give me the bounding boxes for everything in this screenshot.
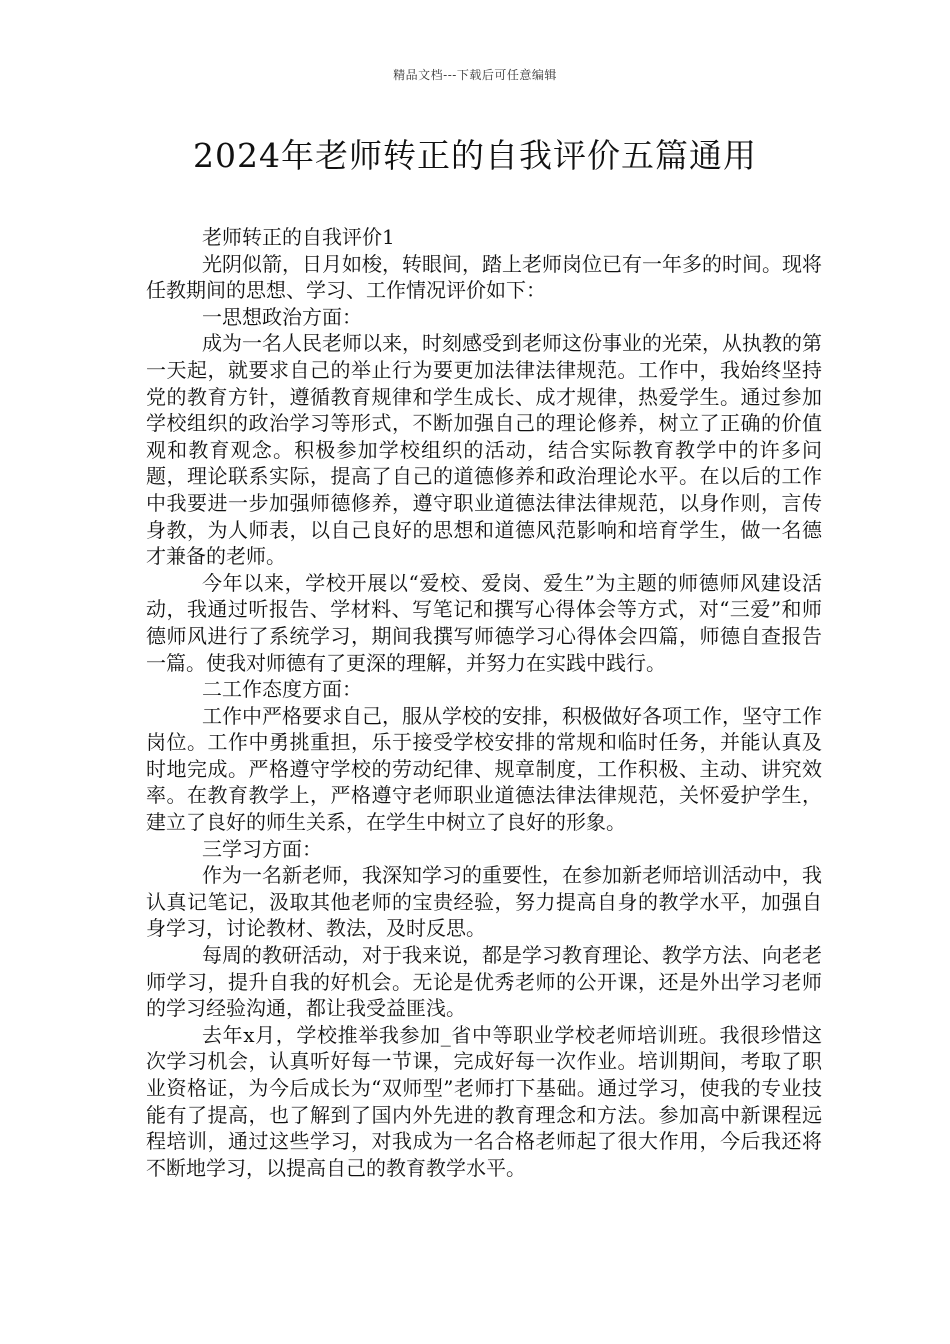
header-note: 精品文档---下载后可任意编辑 xyxy=(393,68,557,82)
section-heading-study: 三学习方面： xyxy=(202,836,322,861)
section-heading-attitude: 二工作态度方面： xyxy=(202,677,362,702)
paragraph: 去年x月，学校推举我参加_省中等职业学校老师培训班。我很珍惜这次学习机会，认真听好每一节课，完成好每一次作业。培训期间，考取了职业资格证，为今后成长为“双师型”老师打下基础。通过学习，使我的专业技能有了提高，也了解到了国内外先进的教育理念和方法。参加高中新课程远程培训，通过这些学习，对我成为一名合格老师起了很大作用，今后我还将不断地学习，以提高自己的教育教学水平。 xyxy=(146,1022,822,1180)
document-title: 2024年老师转正的自我评价五篇通用 xyxy=(193,136,757,175)
paragraph: 今年以来，学校开展以“爱校、爱岗、爱生”为主题的师德师风建设活动，我通过听报告、学材料、写笔记和撰写心得体会等方式，对“三爱”和师德师风进行了系统学习，期间我撰写师德学习心得体会四篇，师德自查报告一篇。使我对师德有了更深的理解，并努力在实践中践行。 xyxy=(146,570,822,675)
paragraph: 作为一名新老师，我深知学习的重要性，在参加新老师培训活动中，我认真记笔记，汲取其他老师的宝贵经验，努力提高自身的教学水平，加强自身学习，讨论教材、教法，及时反思。 xyxy=(146,863,822,941)
document-body xyxy=(146,224,822,1181)
paragraph: 工作中严格要求自己，服从学校的安排，积极做好各项工作，坚守工作岗位。工作中勇挑重担，乐于接受学校安排的常规和临时任务，并能认真及时地完成。严格遵守学校的劳动纪律、规章制度，工作积极、主动、讲究效率。在教育教学上，严格遵守老师职业道德法律法律规范，关怀爱护学生，建立了良好的师生关系，在学生中树立了良好的形象。 xyxy=(146,703,822,835)
intro-paragraph: 光阴似箭，日月如梭，转眼间，踏上老师岗位已有一年多的时间。现将任教期间的思想、学习、工作情况评价如下： xyxy=(146,251,822,303)
paragraph: 成为一名人民老师以来，时刻感受到老师这份事业的光荣，从执教的第一天起，就要求自己的举止行为要更加法律法律规范。工作中，我始终坚持党的教育方针，遵循教育规律和学生成长、成才规律，热爱学生。通过参加学校组织的政治学习等形式，不断加强自己的理论修养，树立了正确的价值观和教育观念。积极参加学校组织的活动，结合实际教育教学中的许多问题，理论联系实际，提高了自己的道德修养和政治理论水平。在以后的工作中我要进一步加强师德修养，遵守职业道德法律法律规范，以身作则，言传身教，为人师表，以自己良好的思想和道德风范影响和培育学生，做一名德才兼备的老师。 xyxy=(146,331,822,569)
paragraph: 每周的教研活动，对于我来说，都是学习教育理论、教学方法、向老老师学习，提升自我的好机会。无论是优秀老师的公开课，还是外出学习老师的学习经验沟通，都让我受益匪浅。 xyxy=(146,943,822,1021)
section-heading-ideology: 一思想政治方面： xyxy=(202,304,362,329)
article-subtitle: 老师转正的自我评价1 xyxy=(202,225,395,249)
